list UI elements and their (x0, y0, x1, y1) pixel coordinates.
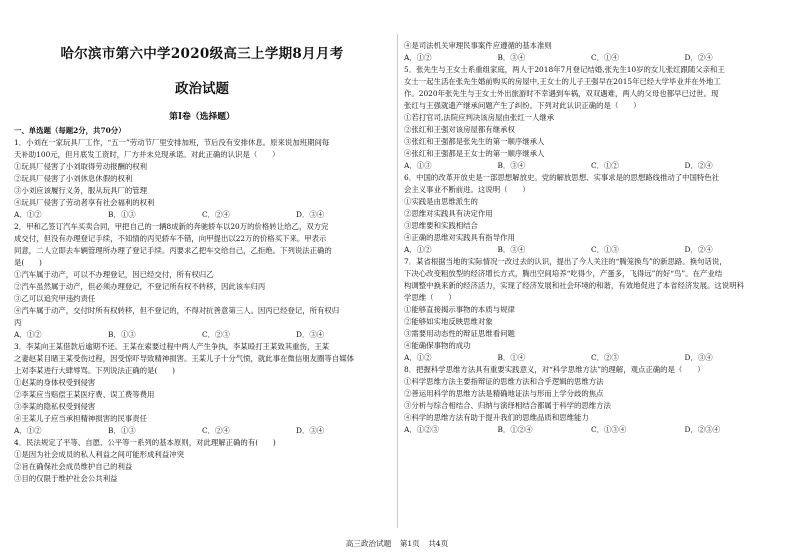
question-stem-line: 成交付，但没有办理登记手续，不知情的丙见轿车不错，向甲提出以22万的价格买下来。甲表示 (14, 233, 327, 243)
option-a: A．①② (14, 209, 42, 219)
option-c: C．①② (591, 160, 619, 170)
option-d: D．③④ (296, 209, 325, 219)
option-c: C．②④ (202, 209, 230, 219)
option-a: A．①② (404, 352, 432, 362)
option-b: B．①③ (108, 425, 136, 435)
question-item: 丙 (14, 317, 22, 327)
question-stem-line: 8．把握科学思维方法具有重要实践意义，对“科学思维方法”的理解，观点正确的是（ ） (404, 364, 705, 374)
question-item: ②旨在确保社会成员维护自己的利益 (14, 461, 133, 471)
option-b: B．③④ (497, 160, 526, 170)
question-item: ②汽车虽然属于动产，但必须办理登记，不登记所有权不转移，因此该车归丙 (14, 281, 266, 291)
option-b: B．③④ (497, 244, 526, 254)
answer-options (404, 160, 778, 172)
option-a: A．①② (14, 425, 42, 435)
footer-page-total: 共4页 (428, 539, 449, 548)
answer-options (14, 329, 390, 341)
option-a: A．①② (404, 244, 432, 254)
option-d: D．③④ (296, 329, 325, 339)
question-item: ③分析与综合相结合、归纳与演绎相结合都属于科学的思维方法 (404, 400, 611, 410)
column-divider (397, 34, 398, 528)
question-item: ④王某儿子应当承担精神损害的民事责任 (14, 413, 148, 423)
question-item: ①若打官司,法院应判决该房屋由张红一人继承 (404, 112, 555, 122)
question-stem-line: 构调整中换来新的经济活力，实现了经济发展和社会环境的和谐，有效地促进了本省经济发展。这说明科 (404, 280, 744, 290)
question-item: ③思维要和实践相结合 (404, 220, 478, 230)
question-item: ③李某的隐私权受到侵害 (14, 401, 96, 411)
question-3 (14, 341, 390, 437)
option-a: A．①② (404, 52, 432, 62)
option-c: C．②③ (591, 352, 619, 362)
option-c: C．①③④ (591, 424, 627, 434)
question-stem-line: 女士一起生活在张先生婚前购买的房屋中,王女士的儿子王强早在2015年已经大学毕业并在外地工 (404, 76, 721, 86)
option-d: D．③④ (684, 352, 713, 362)
question-item: ④汽车属于动产，交付时所有权转移，但不登记的，不得对抗善意第三人。因丙已经登记，所有权归 (14, 305, 340, 315)
question-item: ③目的仅限于维护社会公共利益 (14, 473, 118, 483)
answer-options (14, 425, 390, 437)
question-stem-line: 3．李某向王某借款后逾期不还。王某在索要过程中两人产生争执，李某殴打王某致其重伤，王某 (14, 341, 330, 351)
question-stem-line: 之妻赵某目睹王某受伤过程，因受惊吓导致精神损害。王某儿子十分气愤，就此事在微信朋友圈等自媒体 (14, 353, 354, 363)
question-item: ①能够直接揭示事物的本质与规律 (404, 304, 515, 314)
option-a: A．①② (14, 329, 42, 339)
question-6 (404, 172, 778, 256)
question-8 (404, 364, 778, 436)
question-item: ③小刘应该履行义务，服从玩具厂的管理 (14, 185, 148, 195)
question-stem-line: 作。2020年张先生与王女士外出旅游时不幸遇到车祸，双双遇难，两人的父母也都早已过世。现 (404, 88, 719, 98)
option-c: C．②④ (202, 425, 230, 435)
footer-page-number: 第1页 (399, 539, 420, 548)
option-d: D．②④ (684, 160, 713, 170)
question-item: ③乙可以追究甲违约责任 (14, 293, 96, 303)
option-b: B．①②④ (497, 424, 533, 434)
question-stem-line: 下决心改变粗放型的经济增长方式，腾出空间培养“吃得少，产蛋多，飞得远”的好“鸟”。在产业结 (404, 268, 723, 278)
question-stem-line: 7．某省根据当地的实际情况一改过去的认识，提出了今人关注的“腾笼换鸟”的新思路。换句话说， (404, 256, 727, 266)
question-item: ④正确的思维对实践具有指导作用 (404, 232, 515, 242)
question-item: ③张红和王强都是张先生的第一顺序继承人 (404, 136, 545, 146)
question-stem-line: 天补助100元，但月底发工资时，厂方并未兑现承诺。对此正确的认识是（ ） (14, 149, 280, 159)
answer-options (404, 244, 778, 256)
footer-course: 高三政治试题 (345, 539, 392, 548)
question-5 (404, 64, 778, 172)
left-column (14, 0, 390, 485)
option-a: A．①②③ (404, 424, 439, 434)
answer-options (404, 424, 778, 436)
answer-options (404, 352, 778, 364)
subject-title: 政治试题 (175, 80, 229, 97)
question-item: ②善运用科学的思维方法是精确地证法与形而上学分歧的焦点 (404, 388, 604, 398)
question-4-continued (404, 40, 778, 64)
answer-options (404, 52, 778, 64)
question-item: ①实践是由思维派生的 (404, 196, 478, 206)
question-item: ②张红和王强对该房屋都有继承权 (404, 124, 515, 134)
option-c: C．②③ (202, 329, 230, 339)
question-stem-line: 学思维（ ） (404, 292, 456, 302)
question-stem-line: 会主义事业不断前进。这说明（ ） (404, 184, 530, 194)
school-title: 哈尔滨市第六中学2020级高三上学期8月月考 (60, 46, 344, 62)
option-b: B．①④ (497, 352, 526, 362)
question-stem-line: 张红与王强就遗产继承问题产生了纠纷。下列对此认识正确的是（ ） (404, 100, 641, 110)
option-c: C．①④ (591, 52, 619, 62)
question-item: ①玩具厂侵害了小刘取得劳动报酬的权利 (14, 161, 148, 171)
option-d: D．②④ (684, 244, 713, 254)
option-b: B．①③ (108, 329, 136, 339)
question-stem-line: 同意，二人立即去车辆管理所办理了登记手续。丙要求乙把车交给自己，乙拒绝。下列说法正确的 (14, 245, 332, 255)
question-stem-line: 2．甲和乙签订汽车买卖合同，甲把自己的一辆8成新的奔驰轿车以20万的价格转让给乙，双方完 (14, 221, 329, 231)
question-item: ④是司法机关审理民事案件应遵循的基本准则 (404, 41, 552, 50)
option-d: D．③④ (296, 425, 325, 435)
question-item: ④玩具厂侵害了劳动者享有社会福利的权利 (14, 197, 155, 207)
option-d: D．②④ (684, 52, 713, 62)
question-item: ②能够如实地反映思维对象 (404, 316, 493, 326)
question-item: ④张红和王强都是王女士的第一顺序继承人 (404, 148, 545, 158)
option-b: B．③④ (497, 52, 526, 62)
volume-title: 第Ⅰ卷（选择题） (169, 111, 235, 122)
question-item: ①汽车属于动产，可以不办理登记，因已经交付，所有权归乙 (14, 269, 214, 279)
question-4 (14, 437, 390, 485)
question-stem-line: 是( ) (14, 257, 42, 267)
option-a: A．①③ (404, 160, 432, 170)
question-item: ①赵某的身体权受到侵害 (14, 377, 96, 387)
question-stem-line: 上对李某进行大肆辱骂。下列说法正确的是( ) (14, 365, 175, 375)
option-b: B．①③ (108, 209, 136, 219)
question-7 (404, 256, 778, 364)
question-stem-line: 1．小刘在一家玩具厂工作，“五一”劳动节厂里安排加班，节后没有安排休息。原来说加班期间每 (14, 137, 330, 147)
question-item: ②玩具厂侵害了小刘休息休假的权利 (14, 173, 133, 183)
right-column (404, 40, 778, 435)
question-item: ②思维对实践具有决定作用 (404, 208, 493, 218)
option-d: D．②③④ (684, 424, 720, 434)
option-c: C．①③ (591, 244, 619, 254)
question-stem-line: 5．张先生与王女士系重组家庭，两人于2018年7月登记结婚,张先生10岁的女儿张红跟随父亲和王 (404, 64, 725, 74)
question-1 (14, 137, 390, 221)
question-item: ①科学思维方法主要指辩证的思维方法和合乎逻辑的思维方法 (404, 376, 604, 386)
question-2 (14, 221, 390, 341)
question-item: ②李某应当赔偿王某医疗费、误工费等费用 (14, 389, 155, 399)
section-heading: 一、单选题（每题2分，共70分） (14, 125, 126, 135)
answer-options (14, 209, 390, 221)
question-stem-line: 6．中国的改革开放史是一部思想解放史。党的解放思想、实事求是的思想路线推动了中国特色社 (404, 172, 720, 182)
page-footer (0, 538, 794, 550)
question-item: ④科学的思维方法有助于提升我们的思维品质和思维能力 (404, 412, 589, 422)
question-item: ③需要用动态性的辩证思维看问题 (404, 328, 515, 338)
question-stem-line: 4．民法规定了平等、自愿、公平等一系列的基本原则，对此理解正确的有( ) (14, 437, 276, 447)
question-item: ④能确保事物的成功 (404, 340, 471, 350)
question-item: ①是因为社会成员的私人利益之间可能形成利益冲突 (14, 449, 184, 459)
